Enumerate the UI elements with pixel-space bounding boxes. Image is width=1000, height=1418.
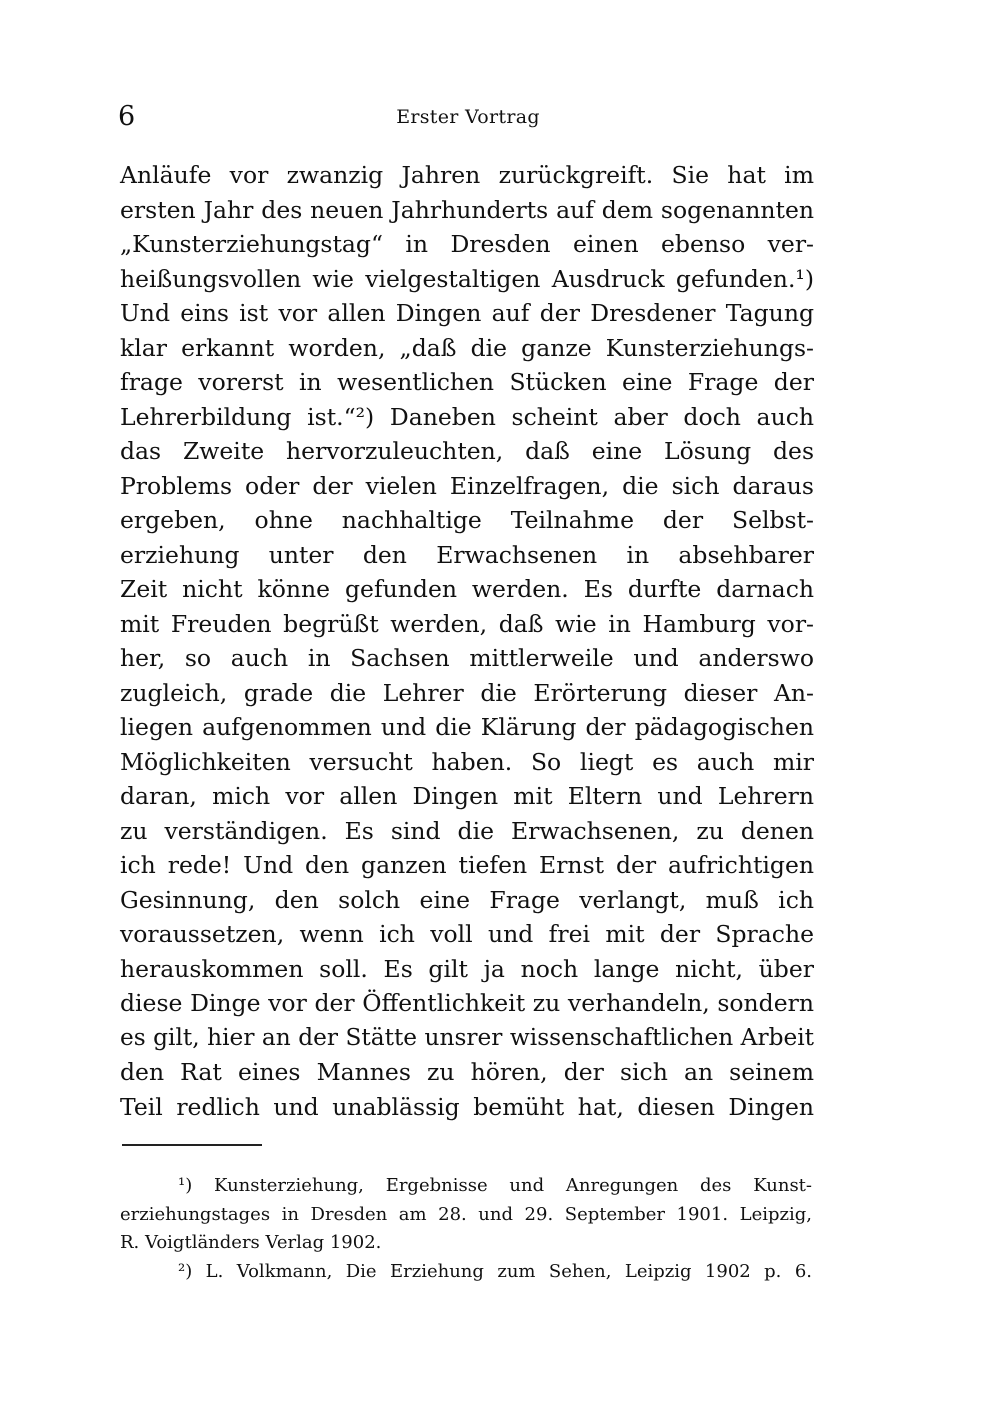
text-line: herauskommen soll. Es gilt ja noch lange nicht, über: [120, 954, 814, 983]
text-line: „Kunsterziehungstag“ in Dresden einen ebenso ver-: [120, 230, 814, 258]
text-line: das Zweite hervorzuleuchten, daß eine Lösung des: [120, 437, 814, 465]
text-line: erziehung unter den Erwachsenen in absehbarer: [120, 540, 814, 569]
page-number: 6: [118, 101, 136, 132]
text-line: zugleich, grade die Lehrer die Erörterung dieser An-: [120, 678, 814, 707]
footnote-line: erziehungstages in Dresden am 28. und 29. September 1901. Leipzig,: [120, 1203, 812, 1225]
text-line: ersten Jahr des neuen Jahrhunderts auf dem sogenannten: [120, 195, 814, 224]
text-line: mit Freuden begrüßt werden, daß wie in Hamburg vor-: [120, 609, 814, 638]
text-line: Gesinnung, den solch eine Frage verlangt, muß ich: [120, 885, 814, 914]
text-line: daran, mich vor allen Dingen mit Eltern und Lehrern: [120, 782, 814, 810]
text-line: Problems oder der vielen Einzelfragen, die sich daraus: [120, 471, 814, 500]
text-line: diese Dinge vor der Öffentlichkeit zu verhandeln, sondern: [120, 989, 814, 1017]
running-title: Erster Vortrag: [396, 106, 540, 128]
footnote-line: ¹) Kunsterziehung, Ergebnisse und Anregungen des Kunst-: [178, 1175, 812, 1196]
body-text: [120, 158, 814, 1124]
text-line: liegen aufgenommen und die Klärung der pädagogischen: [120, 713, 814, 741]
footnote-line: ²) L. Volkmann, Die Erziehung zum Sehen, Leipzig 1902 p. 6.: [178, 1260, 812, 1282]
text-line: den Rat eines Mannes zu hören, der sich an seinem: [120, 1058, 814, 1086]
text-line: Möglichkeiten versucht haben. So liegt es auch mir: [120, 747, 814, 776]
text-line: Teil redlich und unablässig bemüht hat, diesen Dingen: [120, 1092, 814, 1121]
text-line: her, so auch in Sachsen mittlerweile und anderswo: [120, 644, 814, 672]
text-line: Anläufe vor zwanzig Jahren zurückgreift. Sie hat im: [120, 161, 814, 189]
text-line: Lehrerbildung ist.“²) Daneben scheint aber doch auch: [120, 402, 814, 431]
text-line: zu verständigen. Es sind die Erwachsenen, zu denen: [120, 816, 814, 845]
footnote-rule: [122, 1144, 262, 1146]
text-line: Und eins ist vor allen Dingen auf der Dresdener Tagung: [120, 299, 814, 327]
text-line: frage vorerst in wesentlichen Stücken eine Frage der: [120, 368, 814, 396]
text-line: heißungsvollen wie vielgestaltigen Ausdruck gefunden.¹): [120, 264, 814, 293]
text-line: Zeit nicht könne gefunden werden. Es durfte darnach: [120, 575, 814, 603]
text-line: es gilt, hier an der Stätte unsrer wissenschaftlichen Arbeit: [120, 1023, 814, 1051]
text-line: ergeben, ohne nachhaltige Teilnahme der Selbst-: [120, 506, 814, 534]
footnote-line: R. Voigtländers Verlag 1902.: [120, 1232, 382, 1253]
text-line: voraussetzen, wenn ich voll und frei mit der Sprache: [120, 920, 814, 948]
text-line: klar erkannt worden, „daß die ganze Kunsterziehungs-: [120, 333, 814, 362]
text-line: ich rede! Und den ganzen tiefen Ernst der aufrichtigen: [120, 851, 814, 879]
footnotes: [120, 1172, 812, 1286]
